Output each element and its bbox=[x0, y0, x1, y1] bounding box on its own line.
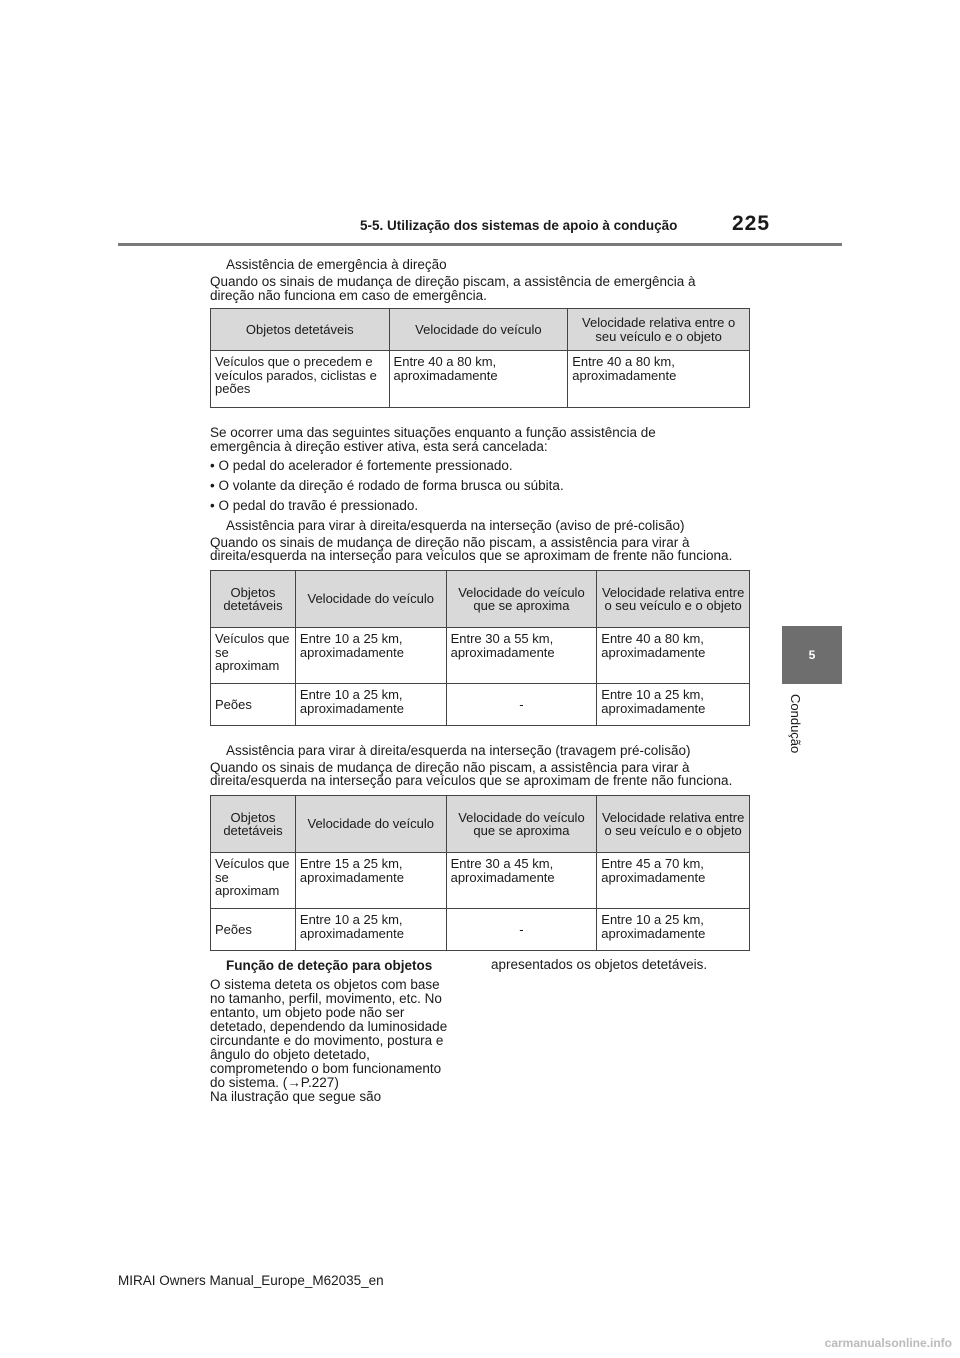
table1-header: Velocidade do veículo bbox=[389, 309, 568, 351]
table-turn-assist-braking bbox=[210, 795, 750, 951]
section2-intro-line2: direita/esquerda na interseção para veículos que se aproximam de frente não funciona. bbox=[210, 548, 733, 563]
table2-cell: Peões bbox=[211, 684, 296, 726]
page-number: 225 bbox=[732, 212, 771, 235]
table2-header: Objetos detetáveis bbox=[211, 571, 296, 628]
section4-line: do sistema. (→P.227) bbox=[210, 1075, 339, 1090]
table1-cell: Entre 40 a 80 km, aproximadamente bbox=[568, 351, 750, 408]
table2-cell: Entre 10 a 25 km, aproximadamente bbox=[295, 684, 446, 726]
section1-intro-line2: direção não funciona em caso de emergência. bbox=[210, 288, 487, 303]
table3-header: Velocidade do veículo bbox=[295, 796, 446, 853]
section4-line: O sistema deteta os objetos com base bbox=[210, 977, 440, 992]
table1-header: Velocidade relativa entre o seu veículo e o objeto bbox=[568, 309, 750, 351]
table3-header: Objetos detetáveis bbox=[211, 796, 296, 853]
table2-cell: Entre 10 a 25 km, aproximadamente bbox=[295, 628, 446, 684]
section4-line: comprometendo o bom funcionamento bbox=[210, 1061, 442, 1076]
section4-line: Na ilustração que segue são bbox=[210, 1089, 382, 1104]
table3-cell: Peões bbox=[211, 909, 296, 951]
table3-cell: Entre 45 a 70 km, aproximadamente bbox=[597, 853, 750, 909]
table2-cell: Veículos que se aproximam bbox=[211, 628, 296, 684]
section4-subtitle: Função de deteção para objetos bbox=[226, 958, 433, 973]
header-rule bbox=[118, 243, 842, 246]
table1-header: Objetos detetáveis bbox=[211, 309, 390, 351]
table3-cell: Entre 10 a 25 km, aproximadamente bbox=[597, 909, 750, 951]
table2-header: Velocidade relativa entre o seu veículo e o objeto bbox=[597, 571, 750, 628]
section3-intro-line2: direita/esquerda na interseção para veículos que se aproximam de frente não funciona. bbox=[210, 773, 733, 788]
table3-header: Velocidade do veículo que se aproxima bbox=[446, 796, 597, 853]
chapter-label: Condução bbox=[788, 694, 803, 754]
table3-cell: Entre 30 a 45 km, aproximadamente bbox=[446, 853, 597, 909]
section4-line: ângulo do objeto detetado, bbox=[210, 1047, 370, 1062]
section-title: 5-5. Utilização dos sistemas de apoio à condução bbox=[360, 218, 678, 233]
chapter-tab: 5 bbox=[782, 626, 842, 684]
table3-header: Velocidade relativa entre o seu veículo e o objeto bbox=[597, 796, 750, 853]
table-emergency-steering bbox=[210, 308, 750, 408]
table1-cell: Veículos que o precedem e veículos parados, ciclistas e peões bbox=[211, 351, 390, 408]
cancel-line1: Se ocorrer uma das seguintes situações enquanto a função assistência de bbox=[210, 425, 656, 440]
cancel-bullet: • O volante da direção é rodado de forma brusca ou súbita. bbox=[210, 478, 564, 493]
table2-header: Velocidade do veículo que se aproxima bbox=[446, 571, 597, 628]
table2-cell: Entre 10 a 25 km, aproximadamente bbox=[597, 684, 750, 726]
table1-cell: Entre 40 a 80 km, aproximadamente bbox=[389, 351, 568, 408]
section4-line: circundante e do movimento, postura e bbox=[210, 1033, 444, 1048]
table2-cell: Entre 40 a 80 km, aproximadamente bbox=[597, 628, 750, 684]
section4-right-column: apresentados os objetos detetáveis. bbox=[491, 957, 708, 972]
cancel-bullet: • O pedal do acelerador é fortemente pressionado. bbox=[210, 458, 513, 473]
table3-cell: Entre 10 a 25 km, aproximadamente bbox=[295, 909, 446, 951]
section1-intro-line1: Quando os sinais de mudança de direção piscam, a assistência de emergência à bbox=[210, 274, 696, 289]
section4-line: no tamanho, perfil, movimento, etc. No bbox=[210, 991, 442, 1006]
table3-cell: - bbox=[446, 909, 597, 951]
section4-line: detetado, dependendo da luminosidade bbox=[210, 1019, 448, 1034]
table-turn-assist-warning bbox=[210, 570, 750, 726]
section1-subtitle: Assistência de emergência à direção bbox=[226, 257, 447, 272]
table2-cell: Entre 30 a 55 km, aproximadamente bbox=[446, 628, 597, 684]
watermark: carmanualsonline.info bbox=[824, 1336, 952, 1350]
section2-subtitle: Assistência para virar à direita/esquerda na interseção (aviso de pré-colisão) bbox=[226, 518, 685, 533]
table2-cell: - bbox=[446, 684, 597, 726]
table3-cell: Veículos que se aproximam bbox=[211, 853, 296, 909]
table3-cell: Entre 15 a 25 km, aproximadamente bbox=[295, 853, 446, 909]
cancel-bullet: • O pedal do travão é pressionado. bbox=[210, 498, 419, 513]
section2-intro-line1: Quando os sinais de mudança de direção não piscam, a assistência para virar à bbox=[210, 535, 690, 550]
footer-doc-id: MIRAI Owners Manual_Europe_M62035_en bbox=[118, 1273, 384, 1288]
section4-line: entanto, um objeto pode não ser bbox=[210, 1005, 405, 1020]
section3-subtitle: Assistência para virar à direita/esquerda na interseção (travagem pré-colisão) bbox=[226, 743, 691, 758]
cancel-line2: emergência à direção estiver ativa, esta será cancelada: bbox=[210, 439, 548, 454]
table2-header: Velocidade do veículo bbox=[295, 571, 446, 628]
section3-intro-line1: Quando os sinais de mudança de direção não piscam, a assistência para virar à bbox=[210, 760, 690, 775]
